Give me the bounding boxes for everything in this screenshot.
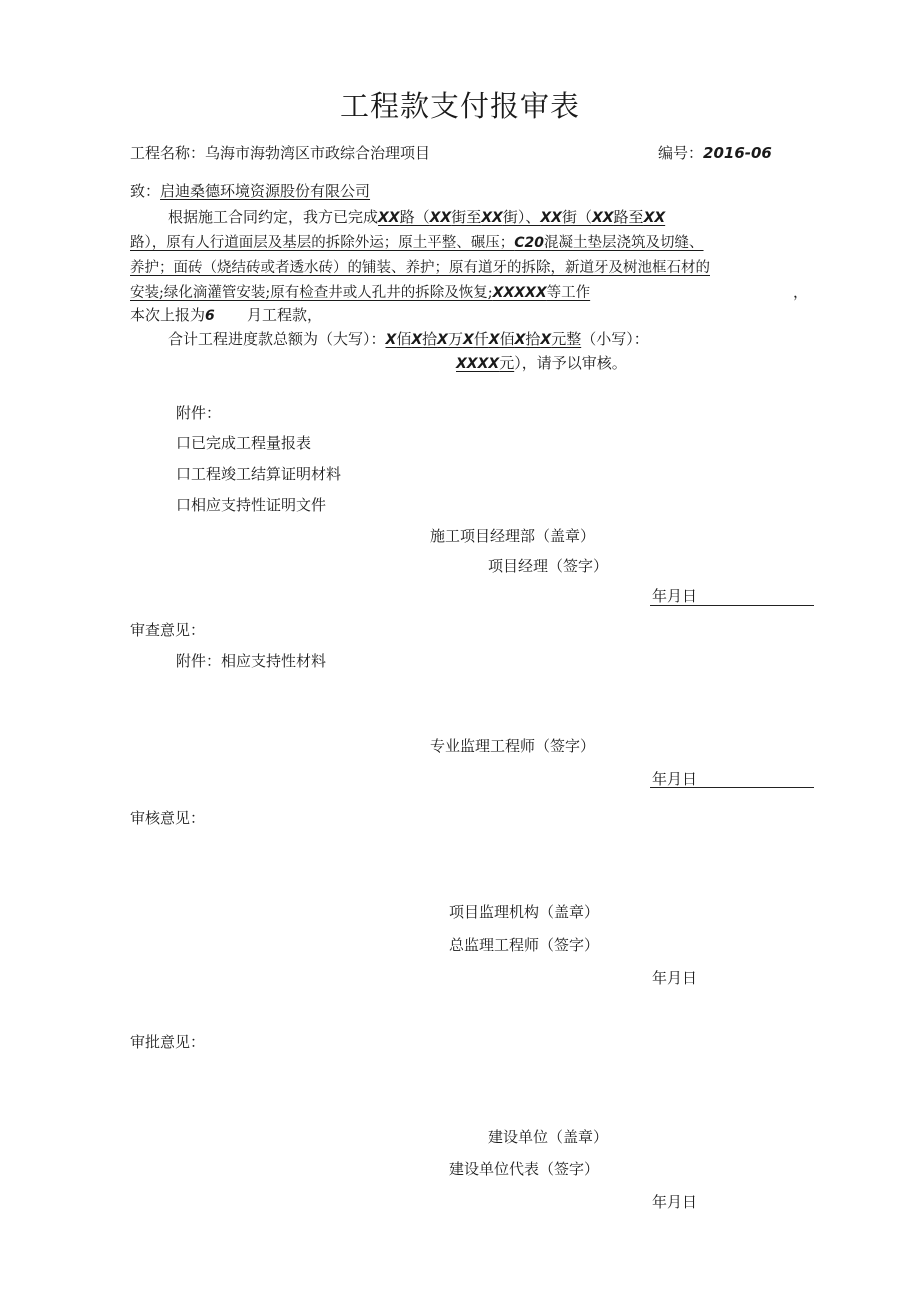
chief-engineer-signature: 总监理工程师（签字） <box>449 936 600 954</box>
handwritten-digit: X <box>411 332 423 348</box>
supervising-engineer-signature: 专业监理工程师（签字） <box>430 737 596 755</box>
handwritten-other-works: XXXXX <box>492 285 547 301</box>
project-name-value: 乌海市海勃湾区市政综合治理项目 <box>205 144 431 162</box>
addressee-row <box>130 180 370 201</box>
audit-date: 年月日 <box>652 969 698 987</box>
attachment-checkbox-item[interactable]: 口工程竣工结算证明材料 <box>176 465 342 483</box>
body-text-fragment: 元 <box>499 354 515 372</box>
document-number-value: 2016-06 <box>703 144 772 162</box>
handwritten-digit: X <box>437 332 448 348</box>
contractor-date-line <box>650 605 814 606</box>
body-text-fragment: 等工作 <box>546 285 591 301</box>
review-date: 年月日 <box>652 770 698 788</box>
document-number-row <box>658 142 772 163</box>
handwritten-month: 6 <box>205 308 215 324</box>
handwritten-digit: X <box>540 332 552 348</box>
body-text-fragment: 佰 <box>499 330 515 348</box>
handwritten-amount: XXXX <box>456 356 500 372</box>
approval-opinion-label: 审批意见： <box>130 1033 206 1051</box>
body-text-fragment: 元整 <box>551 330 582 348</box>
attachment-checkbox-item[interactable]: 口已完成工程量报表 <box>176 434 312 452</box>
handwritten-digit: X <box>514 332 526 348</box>
body-text-fragment: 拾 <box>422 330 438 348</box>
body-text-fragment: 月工程款， <box>247 306 323 324</box>
owner-representative-signature: 建设单位代表（签字） <box>449 1160 600 1178</box>
body-text-fragment: 混凝土垫层浇筑及切缝、 <box>544 235 704 251</box>
amount-in-words <box>386 330 582 348</box>
contractor-date: 年月日 <box>652 587 698 605</box>
body-line-5 <box>130 304 322 325</box>
review-attachment: 附件：相应支持性材料 <box>176 652 327 670</box>
body-line-4 <box>130 281 590 302</box>
body-text-fragment: 佰 <box>396 330 412 348</box>
body-text-fragment: 本次上报为 <box>130 306 206 324</box>
amount-in-figures <box>456 354 514 372</box>
body-line-7 <box>456 352 627 373</box>
body-line-1-work <box>378 208 665 226</box>
handwritten-concrete-grade: C20 <box>514 235 545 251</box>
handwritten-road-3: XX <box>643 210 666 226</box>
handwritten-road-2: XX <box>591 210 614 226</box>
handwritten-digit: X <box>385 332 397 348</box>
body-text-fragment: （小写）： <box>581 330 649 348</box>
project-manager-signature: 项目经理（签字） <box>488 557 609 575</box>
handwritten-street-3: XX <box>540 210 562 226</box>
handwritten-digit: X <box>462 332 474 348</box>
attachment-checkbox-item[interactable]: 口相应支持性证明文件 <box>176 496 327 514</box>
body-text-fragment: 路至 <box>613 208 644 226</box>
body-text-fragment: 万 <box>447 330 463 348</box>
owner-unit-seal: 建设单位（盖章） <box>488 1128 609 1146</box>
body-line-4-work <box>130 285 590 301</box>
approval-date: 年月日 <box>652 1193 698 1211</box>
body-text-fragment: 街（ <box>561 208 592 226</box>
body-text-fragment: ），请予以审核。 <box>514 354 627 372</box>
document-number-label: 编号： <box>658 144 704 162</box>
body-text-fragment: 拾 <box>525 330 541 348</box>
review-date-line <box>650 787 814 788</box>
body-line-2 <box>130 231 704 252</box>
handwritten-digit: X <box>488 332 500 348</box>
body-line-6 <box>168 328 649 349</box>
project-name-label: 工程名称： <box>130 144 206 162</box>
body-text-fragment: 街）、 <box>502 208 541 226</box>
body-line-3: 养护；面砖（烧结砖或者透水砖）的铺装、养护；原有道牙的拆除，新道牙及树池框石材的 <box>130 260 710 276</box>
body-line-1 <box>168 206 665 227</box>
handwritten-street-1: XX <box>429 210 452 226</box>
body-text-fragment: 仟 <box>473 330 489 348</box>
body-line-1-text: 根据施工合同约定，我方已完成 <box>168 208 379 226</box>
handwritten-road-1: XX <box>378 210 400 226</box>
contractor-dept-seal: 施工项目经理部（盖章） <box>430 527 596 545</box>
body-line-4-comma: ， <box>793 283 809 301</box>
addressee-company: 启迪桑德环境资源股份有限公司 <box>160 182 371 200</box>
body-text-fragment: 路），原有人行道面层及基层的拆除外运；原土平整、碾压； <box>130 235 515 251</box>
body-text-fragment: 路（ <box>399 208 430 226</box>
review-opinion-label: 审查意见： <box>130 621 206 639</box>
addressee-label: 致： <box>130 182 161 200</box>
supervision-org-seal: 项目监理机构（盖章） <box>449 903 600 921</box>
body-text-fragment: 安装;绿化滴灌管安装;原有检查井或人孔井的拆除及恢复; <box>130 285 493 301</box>
project-name-row <box>130 142 430 163</box>
audit-opinion-label: 审核意见： <box>130 809 206 827</box>
attachments-label: 附件： <box>176 404 222 422</box>
body-text-fragment: 街至 <box>451 208 482 226</box>
page-title: 工程款支付报审表 <box>339 89 580 123</box>
handwritten-street-2: XX <box>481 210 503 226</box>
body-text-fragment: 合计工程进度款总额为（大写）： <box>168 330 386 348</box>
